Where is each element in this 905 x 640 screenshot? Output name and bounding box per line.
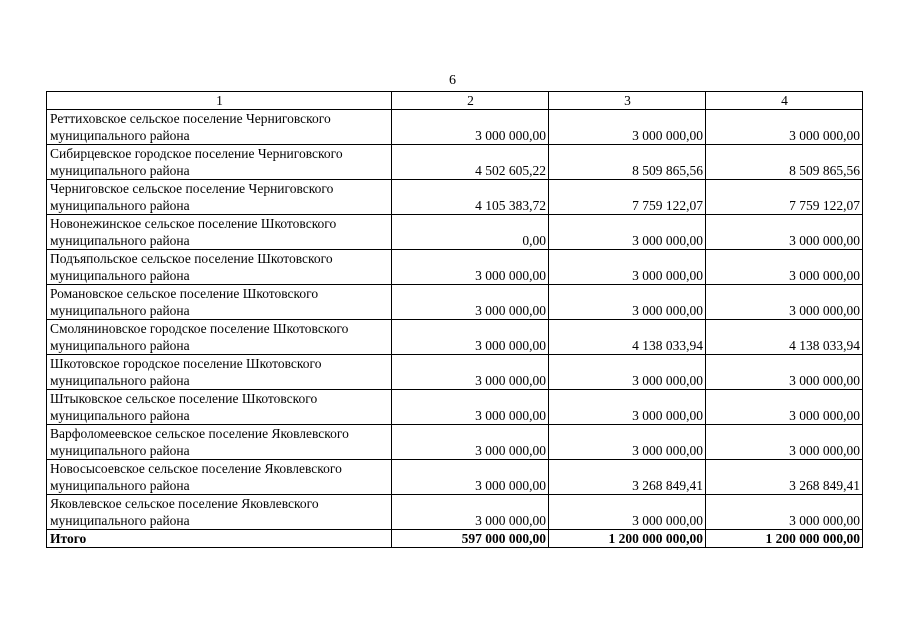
total-col-2: 597 000 000,00 (392, 530, 549, 548)
value-col-2: 3 000 000,00 (392, 285, 549, 320)
settlement-name: Романовское сельское поселение Шкотовского муниципального района (47, 285, 392, 320)
table-row (47, 145, 863, 180)
value-col-2: 3 000 000,00 (392, 425, 549, 460)
value-col-4: 3 000 000,00 (706, 110, 863, 145)
table-row (47, 320, 863, 355)
value-col-4: 8 509 865,56 (706, 145, 863, 180)
value-col-2: 3 000 000,00 (392, 460, 549, 495)
budget-allocation-table (46, 91, 863, 548)
value-col-3: 3 000 000,00 (549, 390, 706, 425)
column-header-3: 3 (549, 92, 706, 110)
value-col-3: 3 000 000,00 (549, 425, 706, 460)
table-row (47, 425, 863, 460)
table-row (47, 110, 863, 145)
page-number: 6 (449, 73, 456, 88)
value-col-2: 3 000 000,00 (392, 250, 549, 285)
column-header-1: 1 (47, 92, 392, 110)
value-col-2: 3 000 000,00 (392, 355, 549, 390)
settlement-name: Подъяпольское сельское поселение Шкотовского муниципального района (47, 250, 392, 285)
value-col-4: 3 000 000,00 (706, 355, 863, 390)
total-label: Итого (47, 530, 392, 548)
value-col-2: 4 105 383,72 (392, 180, 549, 215)
table-row (47, 460, 863, 495)
table-row (47, 250, 863, 285)
value-col-4: 3 000 000,00 (706, 495, 863, 530)
value-col-2: 4 502 605,22 (392, 145, 549, 180)
value-col-4: 3 000 000,00 (706, 425, 863, 460)
table-row (47, 495, 863, 530)
table-row (47, 215, 863, 250)
value-col-4: 4 138 033,94 (706, 320, 863, 355)
table-row (47, 180, 863, 215)
table-row (47, 355, 863, 390)
value-col-4: 3 000 000,00 (706, 250, 863, 285)
value-col-3: 3 000 000,00 (549, 495, 706, 530)
column-header-2: 2 (392, 92, 549, 110)
value-col-3: 7 759 122,07 (549, 180, 706, 215)
value-col-3: 3 000 000,00 (549, 250, 706, 285)
total-row (47, 530, 863, 548)
settlement-name: Варфоломеевское сельское поселение Яковлевского муниципального района (47, 425, 392, 460)
table-header-row (47, 92, 863, 110)
settlement-name: Новосысоевское сельское поселение Яковлевского муниципального района (47, 460, 392, 495)
table-row (47, 285, 863, 320)
value-col-4: 3 000 000,00 (706, 390, 863, 425)
column-header-4: 4 (706, 92, 863, 110)
settlement-name: Смоляниновское городское поселение Шкотовского муниципального района (47, 320, 392, 355)
settlement-name: Сибирцевское городское поселение Черниговского муниципального района (47, 145, 392, 180)
total-col-4: 1 200 000 000,00 (706, 530, 863, 548)
settlement-name: Черниговское сельское поселение Черниговского муниципального района (47, 180, 392, 215)
value-col-3: 3 000 000,00 (549, 285, 706, 320)
value-col-2: 3 000 000,00 (392, 495, 549, 530)
value-col-3: 3 268 849,41 (549, 460, 706, 495)
value-col-3: 3 000 000,00 (549, 110, 706, 145)
settlement-name: Новонежинское сельское поселение Шкотовского муниципального района (47, 215, 392, 250)
table-row (47, 390, 863, 425)
value-col-4: 3 000 000,00 (706, 285, 863, 320)
total-col-3: 1 200 000 000,00 (549, 530, 706, 548)
value-col-4: 3 268 849,41 (706, 460, 863, 495)
value-col-3: 3 000 000,00 (549, 215, 706, 250)
value-col-4: 3 000 000,00 (706, 215, 863, 250)
value-col-3: 8 509 865,56 (549, 145, 706, 180)
value-col-3: 3 000 000,00 (549, 355, 706, 390)
settlement-name: Шкотовское городское поселение Шкотовского муниципального района (47, 355, 392, 390)
value-col-2: 0,00 (392, 215, 549, 250)
settlement-name: Реттиховское сельское поселение Черниговского муниципального района (47, 110, 392, 145)
value-col-2: 3 000 000,00 (392, 320, 549, 355)
settlement-name: Яковлевское сельское поселение Яковлевского муниципального района (47, 495, 392, 530)
settlement-name: Штыковское сельское поселение Шкотовского муниципального района (47, 390, 392, 425)
value-col-3: 4 138 033,94 (549, 320, 706, 355)
value-col-2: 3 000 000,00 (392, 110, 549, 145)
value-col-2: 3 000 000,00 (392, 390, 549, 425)
value-col-4: 7 759 122,07 (706, 180, 863, 215)
